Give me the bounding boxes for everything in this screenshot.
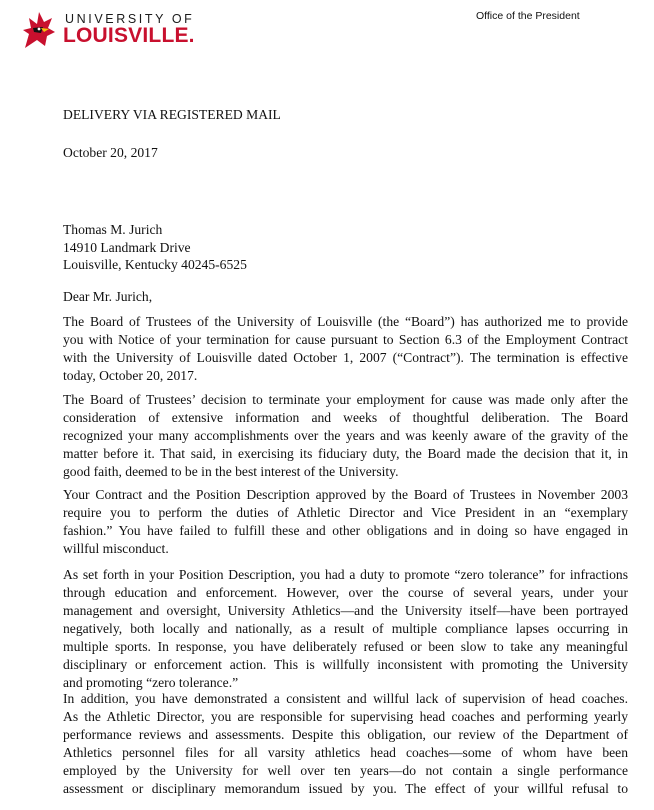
university-logo <box>19 6 195 54</box>
paragraph-3: Your Contract and the Position Description approved by the Board of Trustees in November 2003 require you to perform the duties of Athletic Director and Vice President in an “exemplary fashion.” You have failed to fulfill these and other obligations and in doing so have engaged in willful misconduct. <box>63 487 628 556</box>
letter-date: October 20, 2017 <box>63 145 158 160</box>
salutation: Dear Mr. Jurich, <box>63 289 153 304</box>
university-of-text: UNIVERSITY OF <box>65 12 195 26</box>
paragraph-5: In addition, you have demonstrated a consistent and willful lack of supervision of head coaches. As the Athletic Director, you are responsible for supervising head coaches and performing yearly performance reviews and assessments. Despite this obligation, our review of the Department of Athletics personnel files for all varsity athletics head coaches—some of whom have been employed by the University for well over ten years—do not contain a single performance assessment or disciplinary memorandum issued by you. The effect of your willful refusal to <box>63 691 628 796</box>
address-line: Thomas M. Jurich <box>63 222 163 237</box>
paragraph-2: The Board of Trustees’ decision to terminate your employment for cause was made only after the consideration of extensive information and weeks of thoughtful deliberation. The Board recognized your many accomplishments over the years and was keenly aware of the gravity of the matter before it. That said, in exercising its fiduciary duty, the Board made the decision that it, in good faith, deemed to be in the best interest of the University. <box>63 392 628 479</box>
office-of-president-label: Office of the President <box>476 10 580 22</box>
address-line: 14910 Landmark Drive <box>63 239 191 255</box>
cardinal-bird-icon <box>19 8 57 52</box>
louisville-wordmark: LOUISVILLE. <box>63 24 195 47</box>
paragraph-4: As set forth in your Position Description, you had a duty to promote “zero tolerance” for infractions through education and enforcement. However, over the course of several years, under your management and oversight, University Athletics—and the University itself—have been portrayed negatively, both locally and nationally, as a result of multiple compliance lapses occurring in multiple sports. In response, you have deliberately refused or been slow to take any meaningful disciplinary or enforcement action. This is willfully inconsistent with promoting the University and promoting “zero tolerance.” <box>63 567 628 690</box>
address-line: Louisville, Kentucky 40245-6525 <box>63 257 247 272</box>
delivery-line: DELIVERY VIA REGISTERED MAIL <box>63 107 281 122</box>
paragraph-1: The Board of Trustees of the University of Louisville (the “Board”) has authorized me to provide you with Notice of your termination for cause pursuant to Section 6.3 of the Employment Contract with the University of Louisville dated October 1, 2007 (“Contract”). The termination is effective today, October 20, 2017. <box>63 314 628 383</box>
recipient-address <box>63 221 628 274</box>
